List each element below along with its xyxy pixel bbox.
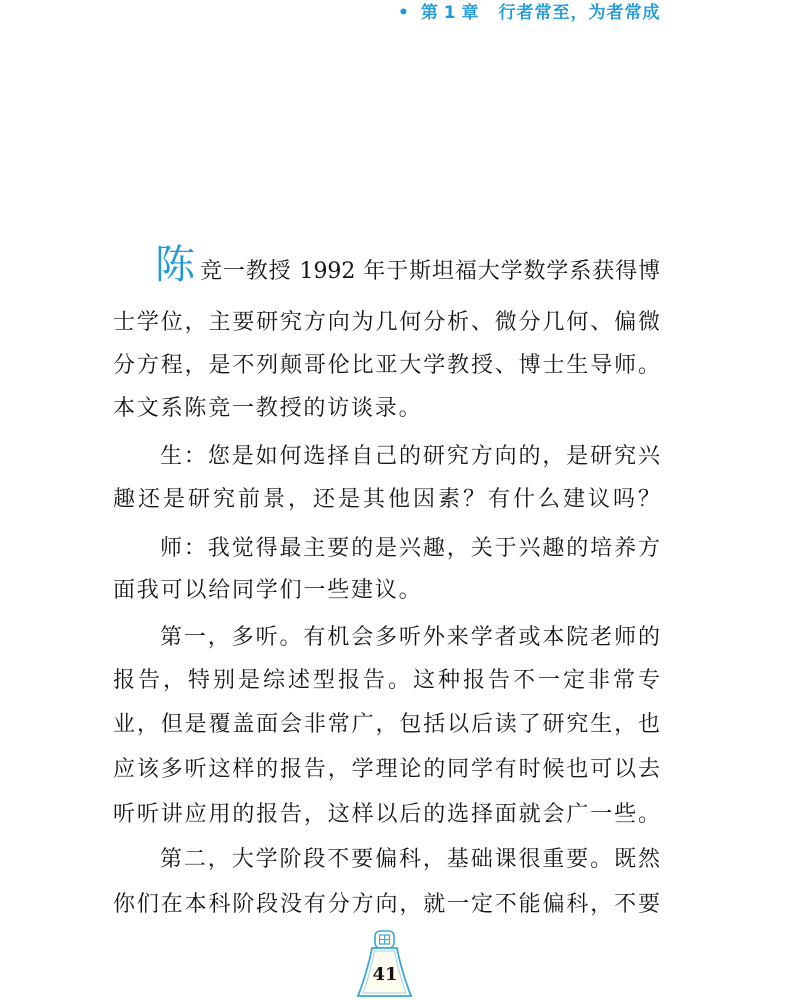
text-line: 业，但是覆盖面会非常广，包括以后读了研究生，也 xyxy=(113,712,660,737)
text-line: 听听讲应用的报告，这样以后的选择面就会广一些。 xyxy=(113,802,660,827)
text-line: 士学位，主要研究方向为几何分析、微分几何、偏微 xyxy=(113,310,660,335)
text-line: 分方程，是不列颠哥伦比亚大学教授、博士生导师。 xyxy=(113,353,660,378)
text-line: 面我可以给同学们一些建议。 xyxy=(113,578,423,603)
drop-cap: 陈 xyxy=(155,242,195,288)
text-line: 第二，大学阶段不要偏科，基础课很重要。既然 xyxy=(160,847,660,872)
page-number: 41 xyxy=(372,964,398,985)
text-line: 你们在本科阶段没有分方向，就一定不能偏科，不要 xyxy=(113,892,660,917)
text-line: 本文系陈竞一教授的访谈录。 xyxy=(113,396,423,421)
header-chapter-title: 行者常至，为者常成 xyxy=(498,3,661,23)
text-line: 竞一教授 1992 年于斯坦福大学数学系获得博 xyxy=(200,259,660,284)
text-line: 第一，多听。有机会多听外来学者或本院老师的 xyxy=(160,625,660,650)
text-line: 应该多听这样的报告，学理论的同学有时候也可以去 xyxy=(113,757,660,782)
header-bullet: • xyxy=(398,3,409,23)
text-line: 师：我觉得最主要的是兴趣，关于兴趣的培养方 xyxy=(160,536,660,561)
header-chapter: 第 1 章 xyxy=(420,3,479,23)
running-header xyxy=(398,1,661,25)
text-line: 生：您是如何选择自己的研究方向的，是研究兴 xyxy=(160,444,660,469)
text-line: 趣还是研究前景，还是其他因素？有什么建议吗？ xyxy=(113,487,660,512)
text-line: 报告，特别是综述型报告。这种报告不一定非常专 xyxy=(113,668,660,693)
